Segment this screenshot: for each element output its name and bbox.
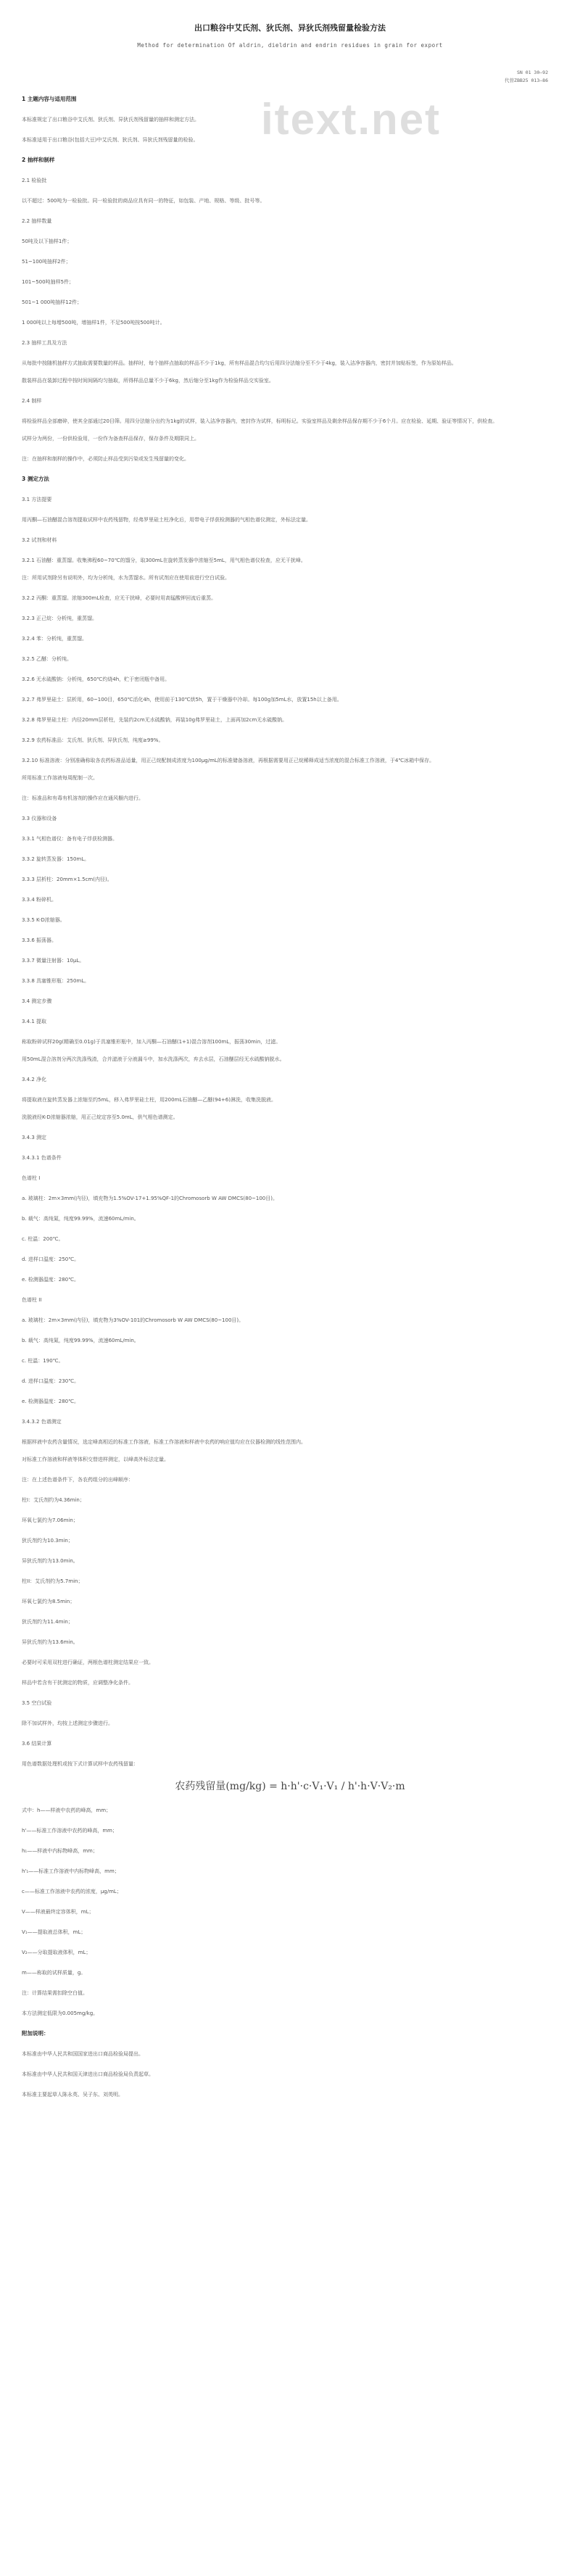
paragraph-line: 用50mL混合溶剂分两次洗涤残渣，合并滤液于分液漏斗中，加水洗涤两次，弃去水层，石油醚层经无水硫酸钠脱水。	[22, 1056, 285, 1062]
section-heading: 1 主题内容与适用范围	[22, 96, 77, 102]
paragraph-line: 对标准工作溶液和样液等体积交替进样测定，以峰高外标法定量。	[22, 1457, 169, 1462]
paragraph-line: 散装样品在装卸过程中按时间间隔均匀抽取，所得样品总量不少于6kg，然后缩分至1kg作为检验样品交实验室。	[22, 378, 274, 384]
paragraph-line: 将提取液在旋转蒸发器上浓缩至约5mL，移入弗罗里硅土柱，用200mL石油醚—乙醚(94+6)淋洗，收集洗脱液。	[22, 1097, 276, 1103]
paragraph-line: 异狄氏剂约为13.0min。	[22, 1558, 78, 1564]
paragraph-line: 2.4 制样	[22, 398, 42, 404]
paragraph-line: 注：所用试剂除另有说明外，均为分析纯，水为蒸馏水。所有试剂应在使用前进行空白试验。	[22, 575, 230, 581]
paragraph-line: h'——标准工作溶液中农药的峰高，mm；	[22, 1828, 117, 1834]
paragraph-line: 1 000吨以上每增500吨，增抽样1件，不足500吨按500吨计。	[22, 320, 165, 326]
paragraph-line: d. 进样口温度：230℃。	[22, 1378, 80, 1384]
paragraph-line: 根据样液中农药含量情况，选定峰高相近的标准工作溶液，标准工作溶液和样液中农药的响应值均应在仪器检测的线性范围内。	[22, 1439, 306, 1445]
paragraph-line: 将检验样品全部磨碎，使其全部通过20目筛。用四分法缩分出约为1kg的试样，装入洁净容器内，密封作为试样，标明标记。实验室样品及剩余样品保存期不少于6个月。应在检验、延期、验证等情况下，供检查。	[22, 418, 498, 424]
paragraph-line: 异狄氏剂约为13.6min。	[22, 1639, 78, 1645]
paragraph-line: 50吨及以下抽样1件；	[22, 239, 72, 244]
section-heading: 3 测定方法	[22, 476, 49, 482]
paragraph-line: 3.2.2 丙酮：重蒸馏。浓缩300mL检查，应无干扰峰，必要时用高锰酸钾回流后重蒸。	[22, 595, 217, 601]
paragraph-line: 必要时可采用双柱进行确证，两根色谱柱测定结果应一致。	[22, 1660, 154, 1665]
paragraph-line: 3.3.1 气相色谱仪：备有电子俘获检测器。	[22, 836, 118, 842]
paragraph-line: 3.2.9 农药标准品：艾氏剂、狄氏剂、异狄氏剂，纯度≥99%。	[22, 737, 164, 743]
paragraph-line: 注：在抽样和制样的操作中，必须防止样品受到污染或发生残留量的变化。	[22, 456, 189, 462]
paragraph-line: h'₁——标准工作溶液中内标物峰高，mm；	[22, 1868, 120, 1874]
standard-code: SN 01 30—92	[516, 70, 548, 75]
paragraph-line: 本标准由中华人民共和国国家进出口商品检验局提出。	[22, 2051, 144, 2057]
result-formula: 农药残留量(mg/kg) = h·h'·c·V₁·V₁ / h'·h·V·V₂·m	[175, 1781, 405, 1792]
paragraph-line: 3.2.7 弗罗里硅土：层析用，60~100目，650℃活化4h，使用前于130℃烘5h，置于干燥器中冷却。每100g加5mL水，放置15h以上备用。	[22, 697, 342, 703]
paragraph-line: 3.2.10 标准溶液：分别准确称取各农药标准品适量，用正己烷配制成浓度为100μg/mL的标准储备溶液，再根据需要用正己烷稀释成适当浓度的混合标准工作溶液，于4℃冰箱中保存。	[22, 758, 435, 763]
paragraph-line: a. 玻璃柱：2m×3mm(内径)，填充物为1.5%OV-17+1.95%QF-1的Chromosorb W AW DMCS(80~100目)。	[22, 1196, 278, 1201]
paragraph-line: 3.5 空白试验	[22, 1700, 52, 1706]
paragraph-line: 2.1 检验批	[22, 178, 47, 183]
paragraph-line: 3.4 测定步骤	[22, 998, 52, 1004]
standard-number	[22, 69, 558, 85]
paragraph-line: 洗脱液经K-D浓缩器浓缩，用正己烷定容至5.0mL，供气相色谱测定。	[22, 1114, 178, 1120]
paragraph-line: 2.2 抽样数量	[22, 218, 52, 224]
paragraph-line: 3.3.5 K-D浓缩器。	[22, 917, 65, 923]
paragraph-line: 本标准主要起草人陈永英、吴子东、刘英明。	[22, 2092, 123, 2097]
paragraph-line: 除不加试样外，均按上述测定步骤进行。	[22, 1720, 113, 1726]
paragraph-line: 3.4.2 净化	[22, 1077, 47, 1082]
paragraph-line: c. 柱温：200℃。	[22, 1236, 64, 1242]
paragraph-line: 2.3 抽样工具及方法	[22, 340, 67, 346]
paragraph-line: 501~1 000吨抽样12件；	[22, 299, 83, 305]
paragraph-line: m——称取的试样质量，g。	[22, 1970, 86, 1976]
paragraph-line: 3.2.4 苯：分析纯，重蒸馏。	[22, 636, 88, 642]
paragraph-line: 柱II：艾氏剂约为5.7min；	[22, 1578, 83, 1584]
paragraph-line: 3.3.6 振荡器。	[22, 937, 57, 943]
paragraph-line: 柱I：艾氏剂约为4.36min；	[22, 1497, 85, 1503]
paragraph-line: d. 进样口温度：250℃。	[22, 1256, 80, 1262]
paragraph-line: 注：标准品和有毒有机溶剂的操作应在通风橱内进行。	[22, 795, 144, 801]
paragraph-line: 色谱柱 I	[22, 1175, 41, 1181]
paragraph-line: 注：在上述色谱条件下，各农药组分的出峰顺序：	[22, 1477, 133, 1483]
paragraph-line: 3.2 试剂和材料	[22, 537, 57, 543]
paragraph-line: 所用标准工作溶液每周配制一次。	[22, 775, 98, 781]
paragraph-line: V₁——提取液总体积，mL；	[22, 1929, 86, 1935]
paragraph-line: V——样液最终定容体积，mL；	[22, 1909, 94, 1915]
paragraph-line: 以不超过：500吨为一检验批。同一检验批的商品应具有同一的特征，如包装、产地、规格、等级、批号等。	[22, 198, 265, 204]
paragraph-line: 色谱柱 II	[22, 1297, 42, 1303]
section-heading: 附加说明：	[22, 2030, 49, 2037]
paragraph-line: 3.4.3 测定	[22, 1135, 47, 1140]
paragraph-line: 3.3.3 层析柱：20mm×1.5cm(内径)。	[22, 877, 112, 882]
paragraph-line: 51~100吨抽样2件；	[22, 259, 71, 265]
paragraph-line: a. 玻璃柱：2m×3mm(内径)，填充物为3%OV-101的Chromosorb W AW DMCS(80~100目)。	[22, 1317, 244, 1323]
paragraph-line: h₁——样液中内标物峰高，mm；	[22, 1848, 98, 1854]
paragraph-line: 狄氏剂约为10.3min；	[22, 1538, 73, 1544]
paragraph-line: 环氧七氯约为8.5min；	[22, 1599, 75, 1604]
paragraph-line: 称取粉碎试样20g(精确至0.01g)于具塞锥形瓶中，加入丙酮—石油醚(1+1)混合溶剂100mL，振荡30min，过滤。	[22, 1039, 281, 1045]
paragraph-line: 3.2.6 无水硫酸钠：分析纯，650℃灼烧4h，贮于密闭瓶中备用。	[22, 676, 170, 682]
paragraph-line: b. 载气：高纯氮，纯度99.99%，流速60mL/min。	[22, 1216, 139, 1222]
paragraph-line: V₂——分取提取液体积，mL；	[22, 1950, 91, 1955]
paragraph-line: e. 检测器温度：280℃。	[22, 1277, 79, 1283]
paragraph-line: 3.2.1 石油醚：重蒸馏。收集沸程60~70℃的馏分，取300mL在旋转蒸发器中浓缩至5mL，用气相色谱仪检查，应无干扰峰。	[22, 558, 306, 563]
paragraph-line: 用丙酮—石油醚混合溶剂提取试样中农药残留物，经弗罗里硅土柱净化后，用带电子俘获检测器的气相色谱仪测定，外标法定量。	[22, 517, 311, 523]
paragraph-line: 3.4.3.2 色谱测定	[22, 1419, 62, 1425]
paragraph-line: 3.3.4 粉碎机。	[22, 897, 57, 903]
paragraph-line: 3.1 方法提要	[22, 497, 52, 502]
paragraph-line: 用色谱数据处理机或按下式计算试样中农药残留量：	[22, 1761, 138, 1767]
paragraph-line: 3.3.2 旋转蒸发器：150mL。	[22, 856, 90, 862]
paragraph-line: 3.6 结果计算	[22, 1741, 52, 1747]
document-title: 出口粮谷中艾氏剂、狄氏剂、异狄氏剂残留量检验方法	[194, 23, 386, 33]
paragraph-line: 3.2.3 正己烷：分析纯，重蒸馏。	[22, 616, 98, 621]
paragraph-line: c——标准工作溶液中农药的浓度，μg/mL；	[22, 1889, 122, 1894]
standard-replaces: 代替ZBB25 013—86	[505, 78, 548, 83]
paragraph-line: 3.2.5 乙醚：分析纯。	[22, 656, 72, 662]
paragraph-line: 从每批中按随机抽样方式抽取需要数量的样品。抽样时，每个抽样点抽取的样品不少于1kg，所有样品混合均匀后用四分法缩分至不少于4kg，装入洁净容器内，密封并加贴标签，作为原始样品。	[22, 360, 457, 366]
paragraph-line: 狄氏剂约为11.4min；	[22, 1619, 73, 1625]
watermark: itext.net	[261, 95, 442, 144]
paragraph-line: b. 载气：高纯氮，纯度99.99%，流速60mL/min。	[22, 1338, 139, 1343]
paragraph-line: 式中：h——样液中农药的峰高，mm；	[22, 1807, 112, 1813]
paragraph-line: c. 柱温：190℃。	[22, 1358, 64, 1364]
paragraph-line: 3.3.8 具塞锥形瓶：250mL。	[22, 978, 90, 984]
paragraph-line: 本方法测定低限为0.005mg/kg。	[22, 2010, 99, 2016]
paragraph-line: 3.2.8 弗罗里硅土柱：内径20mm层析柱，先装约2cm无水硫酸钠，再装10g弗罗里硅土，上面再加2cm无水硫酸钠。	[22, 717, 288, 723]
paragraph-line: 注：计算结果需扣除空白值。	[22, 1990, 88, 1996]
paragraph-line: 样品中若含有干扰测定的物质，应调整净化条件。	[22, 1680, 133, 1686]
paragraph-line: 本标准适用于出口粮谷(包括大豆)中艾氏剂、狄氏剂、异狄氏剂残留量的检验。	[22, 137, 199, 143]
paragraph-line: 3.3 仪器和设备	[22, 816, 57, 821]
paragraph-line: 3.4.1 提取	[22, 1019, 47, 1024]
paragraph-line: 本标准规定了出口粮谷中艾氏剂、狄氏剂、异狄氏剂残留量的抽样和测定方法。	[22, 117, 199, 123]
paragraph-line: 本标准由中华人民共和国天津进出口商品检验局负责起草。	[22, 2071, 154, 2077]
paragraph-line: 3.4.3.1 色谱条件	[22, 1155, 62, 1161]
paragraph-line: 试样分为两份，一份供检验用，一份作为备查样品保存，保存条件及期限同上。	[22, 436, 199, 442]
paragraph-line: e. 检测器温度：280℃。	[22, 1399, 79, 1404]
section-heading: 2 抽样和制样	[22, 157, 55, 163]
paragraph-line: 3.3.7 微量注射器：10μL。	[22, 958, 85, 964]
document-body	[22, 95, 558, 2099]
paragraph-line: 环氧七氯约为7.06min；	[22, 1517, 78, 1523]
document-subtitle: Method for determination Of aldrin, dieldrin and endrin residues in grain for export	[137, 42, 443, 49]
paragraph-line: 101~500吨抽样5件；	[22, 279, 75, 285]
